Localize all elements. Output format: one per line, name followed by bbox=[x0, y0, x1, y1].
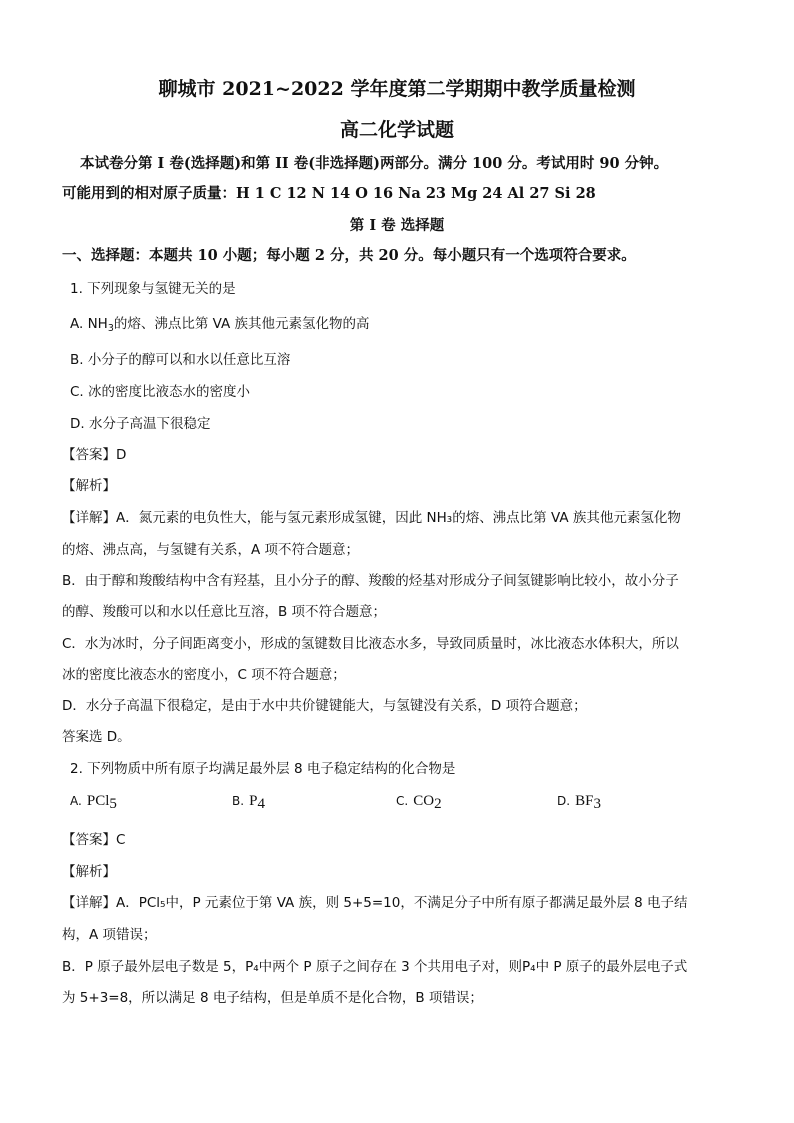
q2-option-b-sub: 4 bbox=[257, 796, 265, 812]
q2-analysis-tag: 【解析】 bbox=[62, 864, 116, 880]
q1-option-b: B. 小分子的醇可以和水以任意比互溶 bbox=[70, 352, 291, 368]
q1-option-a-suffix: 的熔、沸点比第 VA 族其他元素氢化物的高 bbox=[113, 316, 370, 332]
q2-detail-4: 为 5+3=8，所以满足 8 电子结构，但是单质不是化合物，B 项错误； bbox=[62, 990, 483, 1006]
q2-detail-3: B．P 原子最外层电子数是 5，P₄中两个 P 原子之间存在 3 个共用电子对，则P₄中 P 原子的最外层电子式 bbox=[62, 959, 688, 975]
q1-detail-2: 的熔、沸点高，与氢键有关系，A 项不符合题意； bbox=[62, 542, 360, 558]
q1-detail-7: D．水分子高温下很稳定，是由于水中共价键键能大，与氢键没有关系，D 项符合题意； bbox=[62, 698, 587, 714]
q1-analysis-tag: 【解析】 bbox=[62, 478, 116, 494]
q2-option-d-sub: 3 bbox=[593, 796, 602, 812]
q2-stem: 2. 下列物质中所有原子均满足最外层 8 电子稳定结构的化合物是 bbox=[70, 761, 456, 777]
section-title: 第 I 卷 选择题 bbox=[349, 217, 445, 234]
q2-detail-1-text: A．PCl₅中，P 元素位于第 VA 族，则 5+5=10，不满足分子中所有原子都满足最外层 8 电子结 bbox=[116, 895, 688, 911]
q2-option-c bbox=[396, 790, 442, 810]
q1-detail-tag: 【详解】 bbox=[62, 510, 116, 526]
atomic-masses: 可能用到的相对原子质量：H 1 C 12 N 14 O 16 Na 23 Mg 24 Al 27 Si 28 bbox=[62, 185, 596, 202]
q1-detail-1-text: A．氮元素的电负性大，能与氢元素形成氢键，因此 NH₃的熔、沸点比第 VA 族其他元素氢化物 bbox=[116, 510, 681, 526]
q1-option-d: D. 水分子高温下很稳定 bbox=[70, 416, 211, 432]
q2-option-b-formula: P bbox=[249, 793, 258, 809]
q1-option-a-sub: 3 bbox=[107, 323, 114, 334]
q1-option-c: C. 冰的密度比液态水的密度小 bbox=[70, 384, 251, 400]
exam-note: 本试卷分第 I 卷(选择题)和第 II 卷(非选择题)两部分。满分 100 分。考试用时 90 分钟。 bbox=[80, 155, 669, 172]
q1-detail-4: 的醇、羧酸可以和水以任意比互溶，B 项不符合题意； bbox=[62, 604, 387, 620]
q2-option-a bbox=[70, 790, 117, 810]
q2-option-a-sub: 5 bbox=[109, 796, 117, 812]
q2-answer-value: C bbox=[116, 832, 126, 848]
q2-answer-tag: 【答案】 bbox=[62, 832, 116, 848]
q2-detail-1 bbox=[62, 891, 688, 911]
q2-option-a-formula: PCl bbox=[86, 793, 110, 809]
q2-option-c-sub: 2 bbox=[434, 796, 442, 812]
q2-option-c-label: C. bbox=[396, 794, 409, 808]
q1-detail-5: C．水为冰时，分子间距离变小，形成的氢键数目比液态水多，导致同质量时，冰比液态水体积大，所以 bbox=[62, 636, 679, 652]
exam-subtitle: 高二化学试题 bbox=[339, 119, 454, 141]
q1-answer-value: D bbox=[116, 447, 127, 463]
q2-answer bbox=[62, 828, 125, 848]
q1-detail-1 bbox=[62, 506, 681, 526]
q1-option-a-prefix: A. NH bbox=[70, 316, 108, 332]
q1-option-a bbox=[70, 312, 370, 332]
q2-option-b bbox=[232, 790, 265, 810]
section-instructions: 一、选择题：本题共 10 小题；每小题 2 分，共 20 分。每小题只有一个选项符合要求。 bbox=[62, 247, 636, 264]
q2-option-a-label: A. bbox=[70, 794, 82, 808]
exam-title: 聊城市 2021~2022 学年度第二学期期中教学质量检测 bbox=[158, 78, 636, 100]
q2-option-b-label: B. bbox=[232, 794, 245, 808]
q2-option-c-formula: CO bbox=[413, 793, 435, 809]
q2-option-d bbox=[557, 790, 601, 810]
q1-answer-tag: 【答案】 bbox=[62, 447, 116, 463]
q1-detail-3: B．由于醇和羧酸结构中含有羟基，且小分子的醇、羧酸的烃基对形成分子间氢键影响比较小，故小分子 bbox=[62, 573, 679, 589]
q2-detail-2: 构，A 项错误； bbox=[62, 927, 157, 943]
q1-detail-6: 冰的密度比液态水的密度小，C 项不符合题意； bbox=[62, 667, 346, 683]
q1-stem: 1. 下列现象与氢键无关的是 bbox=[70, 281, 236, 297]
q1-conclusion: 答案选 D。 bbox=[62, 729, 131, 745]
q1-answer bbox=[62, 443, 126, 463]
q2-detail-tag: 【详解】 bbox=[62, 895, 116, 911]
q2-option-d-label: D. bbox=[557, 794, 571, 808]
q2-option-d-formula: BF bbox=[575, 793, 594, 809]
